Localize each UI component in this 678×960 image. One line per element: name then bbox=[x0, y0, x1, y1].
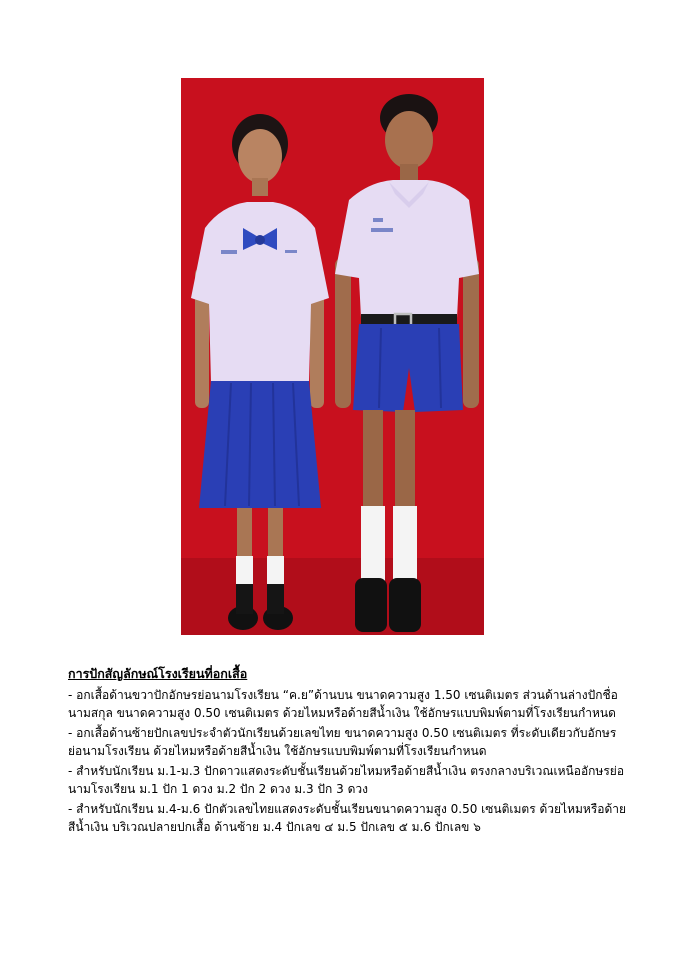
rule-paragraph-right-chest: - อกเสื้อด้านขวาปักอักษรย่อนามโรงเรียน “ค.ย”ด้านบน ขนาดความสูง 1.50 เซนติเมตร ส่วนด้านล่างปักชื่อ นามสกุล ขนาดความสูง 0.50 เซนติเมตร ด้วยไหมหรือด้ายสีน้ำเงิน ใช้อักษรแบบพิมพ์ตามที่โรงเรียนกำหนด bbox=[68, 688, 618, 720]
floor bbox=[181, 558, 484, 635]
uniform-illustration bbox=[181, 78, 484, 635]
rule-paragraph-m1-m3: - สำหรับนักเรียน ม.1-ม.3 ปักดาวแสดงระดับชั้นเรียนด้วยไหมหรือด้ายสีน้ำเงิน ตรงกลางบริเวณเหนืออักษรย่อนามโรงเรียน ม.1 ปัก 1 ดวง ม.2 ปัก 2 ดวง ม.3 ปัก 3 ดวง bbox=[68, 764, 625, 796]
embroidery-rules bbox=[68, 665, 628, 838]
section-title: การปักสัญลักษณ์โรงเรียนที่อกเสื้อ bbox=[68, 666, 248, 681]
uniform-photo bbox=[181, 78, 484, 635]
rule-paragraph-m4-m6: - สำหรับนักเรียน ม.4-ม.6 ปักตัวเลขไทยแสดงระดับชั้นเรียนขนาดความสูง 0.50 เซนติเมตร ด้วยไหมหรือด้ายสีน้ำเงิน บริเวณปลายปกเสื้อ ด้านซ้าย ม.4 ปักเลข ๔ ม.5 ปักเลข ๕ ม.6 ปักเลข ๖ bbox=[68, 802, 627, 834]
rule-paragraph-left-chest: - อกเสื้อด้านซ้ายปักเลขประจำตัวนักเรียนด้วยเลขไทย ขนาดความสูง 0.50 เซนติเมตร ที่ระดับเดียวกับอักษรย่อนามโรงเรียน ด้วยไหมหรือด้ายสีน้ำเงิน ใช้อักษรแบบพิมพ์ตามที่โรงเรียนกำหนด bbox=[68, 726, 617, 758]
